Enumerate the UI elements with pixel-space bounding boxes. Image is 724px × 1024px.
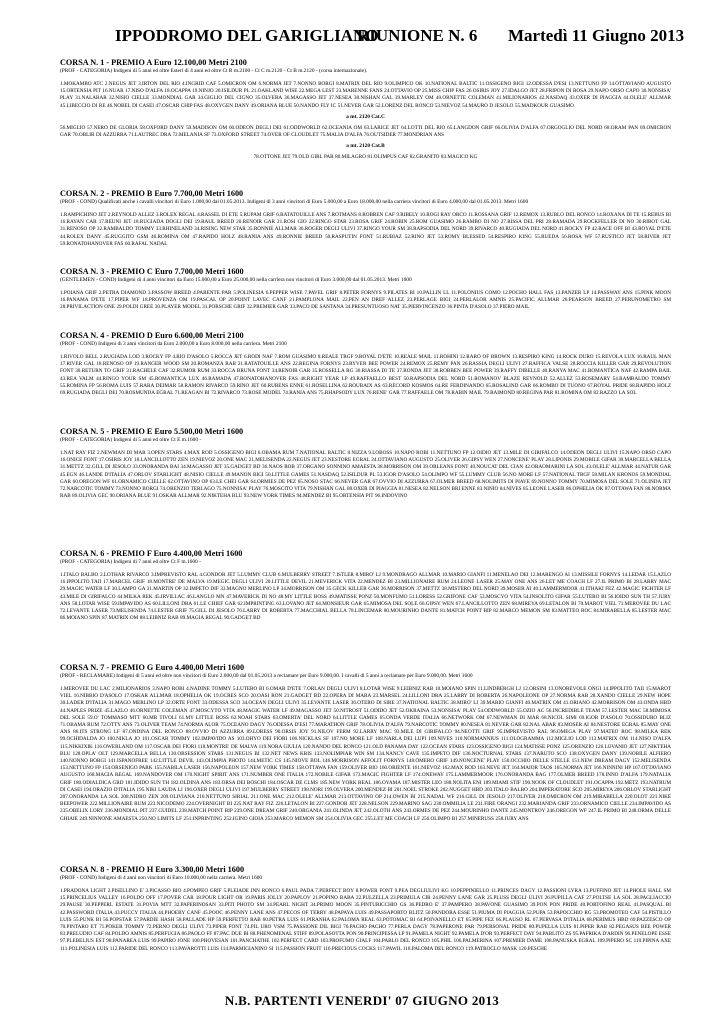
race-1 [60,58,671,161]
entries-list: 1.PRADONA LIGHT 2.PISELLINO E' 3.PICASSO BIO 4.POMPEO GRIF 5.PLEIADE INN RONCO 6.PAUL PADA 7.PERFECT BOY 8.POWER FONT 9.PEA DEGLIULIVI KG 10.PEPPINIELLO 11.PRINCES DAGY 12.PASSIONI LYRA 13.PUFFINO JET 14.PHOLE HALL SM 15.PRINCELIUS VALLEY 16.POLDO OFF 17.POVER CAR 18.POUR LIGHT OR 19.PARIS JOLLY 20.PAPLOV 21.POPINO BABA 22.PULZELLA 23.PRIMULA CIR 24.PENNY LANE GAR 25.PLUSS DEGLI ULIVI 26.PUPILLA CAF 27.POLTSE LA SOL 28.PAGLIACCIO 29.PAUSE 30.PEPPERL ESTATE 31.POVIA MTT 32.PAPERINOSAN 33.PITI PHOTO SM 34.PEARL NIGHT 34.PRIMO MOON 35.PINTURICCHIO GS 36.PEDRO E' 37.PAMPERO 38.PAVONE GUASIMO 39.PON PON PRIDE 40.PORTOFINO REAL 41.PASQUAL BI 42.PASSWORD ITALIA 43.PUCCY ITALIA 44.PHOEBY CANF 45.POOC 46.PENNY LANE ANS 47.PECOS OF TERRY 48.PAPAYA LUIS 49.PASSAPORTO BLITZ 50.PANDORA ESSE 51.PIUMA DI PIAGGIA 52.PUPA 53.PAPOCCHIO RG 53.PROMOTEO CAF 54.PISTILLO LUIS 55.PUNK BI 56.POPSTAR 57.PARDIE HASH 58.PALLADE HP 59.PERFETTO RAB 60.PETRA LUIS 61.PIRANHA 62.PALOMA REAL 63.POTOMAC BI 64.POIVANELLO ET 65.PIPE FEZ 66.PLAUSO RL 67.PERVASA D'ITALIA 68.PERIMUS HBD 69.PAZZESCO OP 70.PINTARO ET 71.POKER TOMMY 72.PERNO DEGLI ULIVI 73.PIPER FONT 74.PIL URO VSM 75.PASSIONE DIL BIGI 76.PACHO PACHO 77.PERLA DAGY 78.PAPERONE PAR 79.PERSONAL PRIDE 80.PUPELLA LUIS 81.PIPER RAB 82.PEGASUS BEE POWER 83.PRELUDIO CAF 84.POLDO AMNIS 85.PERFUGIA 86.PAOLO FF 87.PAC DUE BI 88.PHENOMENAL STIFF 89.POLASOTTA PON 90.PRINCIPESSA LP 91.PAMELA NIGHT 92.PAMELA D'OR 93.PERFECT DAY 94.PABLITO ZS 95.PAFRIKA D'ARDIN 96.PENELOPE ESSE 97.PLEBELIUS EST 98.PANAREA LUIS 99.PAPIRO JONE 100.PHOVESAN 101.PANCHATHE 102.PERFECT CARD 103.PROFUMO GIALF 104.PABLO DEL RONCO 105.PHIL 106.PALMERINA 107.PREMIER DAME 108.PANUSKA EGRAL 109.PIPERO SC 110.PIPINA AXE 111.POLINESIA LUIS 112.PARIDE DEL RONCO 113.PAVAROTTI LUIS 114.PARMIGIANINO SI 115.PASSION FRUIT 116.PRECIOUS COCKS 117.PAWIL 118.PALOMA DEL RONCO 119.PATROCLO MASK 120.PESCHE [60,888,671,952]
race-title: CORSA N. 2 - PREMIO B Euro 7.700,00 Metri 1600 [60,189,244,198]
race-5 [60,427,671,500]
footer-note: N.B. PARTENTI VENERDI' 07 GIUGNO 2013 [224,993,500,1008]
entries-list: 1.POIANA GRIF 2.PETRA DIAMOND 3.PASSOW BREED 4.PARENTE PAR 5.POLINESIA 6.PEPPER WISE 7.PAVEL GRIF 8.PETER FORNYS 9.PILATES BI 10.PALLIN LL 11.POLONIUS COMO 12.POCHO HALL FAS 13.PANZER LP 14.PASSWAY ANS 15.PINK MOON 16.PANAMA D'ETE 17.PIPER WF 18.PROVENZA OM 19.PASCAL OP 20.POINT LAVEC CANF 21.PAMPLONA MAIL 22.PEN AN DREF ALLEZ 23.PERLAGE BIGI 24.PERLALOR AMNIS 25.PACIFIC ALLMAR 26.PEARSON BREED 27.PERUNOMETRO SM 28.PRIVILACTION ONE 29.POLDI GREE 30.PLAYER MODEL 31.PORSCHE GRIF 32.PREMIER GAR 33.PACO DE SANTANA 34.PRESUNTUOSO NAT 35.PIERVINCENZO 36.PINTA D'ASOLO 37.PIERO MAIL [60,290,671,311]
race-conditions: (PROF - CATEGORIA) Indigeni di 7 anni ed oltre Ct F m.1600 - [60,559,201,565]
race-title: CORSA N. 4 - PREMIO D Euro 6.600,00 Metri 2100 [60,331,244,340]
race-entries [60,290,671,312]
race-conditions: (PROF - COND) Indigeni di 4 anni non vincitori di Euro 10.000,00 nella carriera. Metri 1600 [60,875,263,881]
entries-list: 1.MOKAMBO ATC 2.NEGUS JET 3.IRTON DEL RIO 4.INGRID CAF 5.OMICRON OM 6.NORMA JET 7.NONNO BORGI 8.MATRIX DEL RIO 9.OLIMPICO OK 10.NATIONAL BALTIC 11.OSSIGENO BIGI 12.ODESSA D'ESI 13.NETTUNO FP 14.OTTAVIANO AUGUSTO 15.ORTENSIA PIT 16.NUAR 17.NISO D'ALFA 18.OCAPPA 19.NINJO 20.ISILDUR PL 21.OAKLAND WISE 22.MEGA LEST 23.MARENNE FANS 24.OTTAVIO OP 25.MISS CHIP FAS 26.OSIRIS JOY 27.IDALGO JET 28.FRIPON DI ROSA 29.NAPO ORSO CAPO 30.NONSISA' PLAY 31.NALABAR 32.NISIO CIELLE 33.MONDIAL GAR 34.GIGLIO DEL CIGNO 35.OLVERA 36.MAGASSO JET 37.NESEA 38.NISHAN GAL 39.MARLEY OM 40.ORNETTE COLEMAN 41.MILIONARIOS 42.NASDAQ 43.OXER DI PIAGGIA 44.OLELE' ALLMAR 45.LIBECCIO DI RE 46.NOBEL DI CASEI 47.OSCAR CHIP FAS 48.OXYGEN DANY 49.ORIANA BLUE 50.NANDO FLY IC 51.NEVER GAR 52.LORENZ DEL RONCO 53.NIEVOZ 54.MAURO D JESOLO 55.MADKOUR GUASIMO [60,81,671,109]
race-entries [60,572,671,622]
race-entries [60,450,671,500]
entries-list: 1.MEROVEE DU LAC 2.MILIONARIOS 3.NAPO ROBI 4.NADINE TOMMY 5.LUTERO BI 6.OMAR D'ETE 7.ORLAN DEGLI ULIVI 8.LOTAR WISE 9.LEIBNIZ RAB 10.MOIANO SPIN 11.LINDBERGH LJ 12.ORSINI 13.ONOREVOLE ONGI 14.IPPOLITO TAII 15.MAROT VIEL 16.NIBBIO D'ASOLO 17.OSKAR ALLMAR 18.OPHELIA OK 19.OCRES SCO 20.OASI RON 21.GADGET BD 22.OPERA DI MARA 23.MARSEL 24.LILLONI DRA 25.LARRY DI ROBERTA 26.NAPOLEONE OP 27.NORMA RAB 28.XANDO CIELLE 29.NEW HOPE 30.LADER D'ITALIA 31.MAGO MERLINO LP 32.ORTE FONT 33.ODESSA SCO 34.OCEAN DEGLI ULIVI 35.LEVANTE LASER 36.OTERO DI SIRE 37.NATIONAL BALTIC 38.MIRO' LJ 39.MARIO GIANFI 40.MATRIX OM 41.ORIANO 42.MORRISON OM 43.ONDA HBD 44.NAPLES PRIZE 45.LAZLO 46.ORNETTE COLEMAN 47.MOSCYTO VITA 48.MAGIC WATER LF 49.MAGASSO JET 50.NITROST 51.ODIDO JET 52.OKRAINA 53.NONSISA' PLAY 54.ODDWORLD 55.OZIO AC 56.INCREDIBLE TEAM 57.LESTER MAC 58.MIMOSA DEL SOLE 59.O' TOMMASO MTT 60.MR TIVOLI 61.MY LITTLE BOSS 62.NOAH STARS 63.OMERTA' DEL NORD 64.LITTLE GAMES 65.ONDA VERDE ITALIA 66.NETWORK OM 67.NEWMAN DI MAR 68.NICOL SIMI 69.IGOR D'ASOLO 70.OSSIDURO BLIZ 71.OBAMA RUM 72.OTTY ANS 73.OLIVER TEAM 74.NORMA ALOR 75.OCEANO DAGY 76.ODESSA D'ESI 77.MARATHON GRIF 78.OLIVIA D'ALFA 79.NARCOTIC TOMMY 80.NESEA 81.NEVER GAR 82.NAL ABAR 83.MOSER AI 84.NESTORE EGRAL 85.MAY ONE ANS 86.ITS STRONG LF 87.ONDINA DEL RONCO 88.OVVIO DI AZZURRA 89.LORESS 90.ORSIS JOY 91.NILOV FERM 92.LARRY MAC 93.MILE DI GIRIFALCO 94.NEOTTI GRIF 95.IMPREVISTO RAL 96.OMEGA PLAY 97.MATEO ROC 98.MILKA REK 99.OCHIDALDA JO 100.NIKLA JO 101.OSCAR TOMMY 102.IMPAVIDO AS 103.OHYO DEI FIORI 106.NICKLAS SF 107.NO MORE LF 108.NARLA DEI LUPI 109.NIVES 110.NORMANNIUS 111.OLOGRAMMA 112.MIGLIO LOD 113.MATRIX OM 114.NISO D'ALFA 115.NIKKIXIK 116.OWERLAND OM 117.OSCAR DEI FIORI 118.MONTRE' DE MALVA 119.NORA GIULIA 120.NANDO DEL RONCO 121.OLD PANAMA DAY 122.OCEAN STARS 123.OSSIGENO BIGI 124.MATISSE PONZ 125.ORENZIO 126.LOVANIO JET 127.NIKTEHA BLU 128.OPLA' OLT 129.MARCELLA BELLA 130.OBSESSION STARS 131.NEGUS BI 132.NET NEWS KRIS 133.NOLIMPIAR WIN SM 134.NANCY CAVE 135.IMPETO DIF 136.NOCTURNAL STARS 137.NARUTO SCO 138.OXYGEN DANY 139.NOBILE ALFIERO 140.NONNO BORGI 141.ISPANOFREE 142.LITTLE DEVIL 143.OLIMPIA PHOTO 144.METIC CS 145.NIOVE BOL 146.MORRISON AFFOLIT FORNYS 148.OMERO GRIF 149.NONCENE' PLAY 150.OCCHIO DELLE STELLE 151.NEW DREAM DAGY 152.MELISENDA 153.NETTUNO FP 154.ORSENIGO PARK 155.NABILA LASER 156.NAPOLEON 157.NEW YORK TIMES 158.OTTAWA FAN 159.OLIVER BIO 160.ORIENTE 161.NIEVOZ 162.MAX ROD 163.NEVE JET 164.MAIOR TAOS 165.NORMA JET 166.NINNINI HP 167.OTTAVIANO AUGUSTO 168.MAGIA REGAL 169.NANDOVER OM 170.NIGHT SPIRIT ANS 171.NUMBER ONE ITALIA 172.NOBILE GIFAR 173.MAGIC FIGHTER LF 174.ONEWAY 175.LAMMERMOOR 176.ONORANDA BAG 177.OLMER BREED 178.INNO D'ALFA 179.NATALIA GRIF 180.ODIALDICA GRD 181.IDIDO SUN TH 182.OLDINA ANS 183.ORSA DEI BOSCHI 184.OSCAR DE CLMS 185.NEW YORK REAL 186.OYAMA 187.MISTER LEO 188.NOLITA ENI 189.MIAMI STIF 190.NOOK OF CLOUDLET 191.OCAPPA 192.METZ 193.NATRUM DI CASEI 194.ORAZIO D'ITALIA 195.NIKI LAUDA LJ 196.OXER DEGLI ULIVI 197.MULBERRY STREET 198.NORI 199.OLVERA 200.MENDEZ BI 201.NOEL STROKE 202.NUGGET HBD 203.ITALO BALBO 204.IMPERATORE SCO 205.MIREYA 206.ORLOV STARLIGHT 207.ONORANDA LA SOL 208.NIDRO ZEN 209.OLIVIANA 210.NETTUNO SIRIAL 211.ONE MAC 212.OLELE' ALLMAR 213.OTTAVINO OP 214.OWEN BI 215.NADAL WF 216.GILL DI JESOLO 217.OLIVER 218.OMICRON OM 219.MIRABELLA 220.OLOT 221.NIKE BEEPOWER 222.MILLIONAIRE RUM 223.NICODEMO 224.OVERNIGHT BI 225.NAT RAY FIZ 226.LETALON BI 227.GONDOR JET 228.NELSON 229.MARINO SAG 230.OMMILIA LE 231.FIRE ORANGI 232.MARIANDA GRIF 233.ORNAMICO CIELLE 234.IMPAVIDO AS 235.OBELIX LORY 236.MONDIAL PIT 237.GUIDEL 238.MATCH POINT BIP 239.ONE DREAM GRIF 240.ORGANIA 241.OLINDA JET 242.OLOTH ANS 243.ORMES DE PEZ 244.MOURINHO DANTE 245.MONTROY 246.OREGON WF 247.IL PRIMO BI 248.ORMA DELLE GHIAIE 249.NINNONE AMAESTA 250.NO LIMITS LF 251.INPRINTING 252.IGINO GIOIA 253.MARCO MEMON SM 254.OLIVIA GEC 255.LET ME COACH LF 256.OLIMPO BI 257.MINERUSS 258.JURY ANS [60,686,671,822]
race-title: CORSA N. 5 - PREMIO E Euro 5.500,00 Metri 1600 [60,427,244,436]
venue-title: IPPODROMO DEL GARIGLIANO [115,26,379,45]
race-3 [60,267,671,312]
race-conditions: (PROF - RECLAMARE) Indigeni di 5 anni ed oltre non vincitori di Euro 2.000,00 dal 01.05.2013 a reclamare per Euro 9.000,00. I cavalli di 5 anni a reclamare per Euro 9.000,00. Metri 1600 [60,673,473,679]
entries-list: 78.OTTONE JET 79.OLD GIRL PAR 80.MILAGRO 81.OLIMPUS CAF 82.GRANITO 83.MAGICO KG [253,154,478,161]
race-title: CORSA N. 7 - PREMIO G Euro 4.400,00 Metri 1600 [60,663,245,672]
meeting-date: Martedì 11 Giugno 2013 [508,26,685,45]
meeting-number: RIUNIONE N. 6 [357,26,478,45]
race-conditions: (GENTLEMEN - COND) Indigeni di 4 anni vincitori da Euro 15.000,00 a Euro 25.000,00 nella carriera non vincitori di Euro 3.000,00 dal 01.05.2013. Metri 1600 [60,277,412,283]
entries-list: 56.MIGLIO 57.NERO DE GLORIA 58.OXFORD DANY 59.MADISON OM 60.ODEON DEGLI DEI 61.ODDWORLD 62.OCEANIA OM 63.LARICE JET 64.LOTTI DEL RIO 65.LANGDON GRIF 66.OLIVIA D'ALFA 67.ORGOGLIO DEL NORD 68.ORAM PAN 69.OMICRON GAR 70.OBLIR DI AZZURRA 71.LAUTREC DRA 72.MELANIA SF 73.OXFORD STREET 74.OVER OF CLOUDLET 75.MALIA D'ALFA 76.OUTSIDER 77.MONDRIAN ANS [60,124,671,139]
race-conditions: (PROF - COND) Indigeni di 3 anni vincitori da Euro 2.000,00 a Euro 8.000,00 nella carriera. Metri 2100 [60,341,287,347]
entries-list: 1.ITALO BALBO 2.LOTHAR RIVARCO 3.IMPREVISTO RAL 4.GONDOR JET 5.LUMMY CLUB 6.MULBERRY STREET 7.ISTLER 8.MIRO' LJ 9.MONDRAGO ALLMAR 10.MARIO GIANFI 11.MENELAO DEI 12.MARENGO AI 13.MISSILE FORNYS 14.LEDAR 15.LAZLO 16.IPPOLITO TAII 17.MARCEL GRIF 18.MONTRE' DE MALVA 19.MEGIC DEGLI ULIVI 20.LITTLE DEVIL 21.MEVERICK VITA 22.MENDEZ BI 23.MILLIONAIRE RUM 24.LEONE LASER 25.MAY ONE ANS 26.LET ME COACH LF 27.IL PRIMO BI 28.LARRY MAC 29.MAGIC WATER LF 30.LAMPO GA 31.MARTIN OP 32.IMPETO DIF 33.MAGNO MERLINO LP 34.MORRISON OM 35.GECK KILLER GAR 36.MORRISON 37.METTZ 38.MISTERO DEL NORD 39.MOSER AI 40.LAMMERMOOR 41.ITHAKI FEZ 42.MAGIC FIGHTER LF 43.MILE DI GIRIFALCO 44.MILKA REK 45.IRVILLAC 46.LANGLO MN 47.MAVERICK DI NO 48.MY LITTLE BOSS 49.MATISSE PONZ 50.MONFUMO 51.LORESS 52.GRIFONE CAF 53.MOSCYO VITA 54.INSOLITO GIFAR 55.LUTERO BI 56.IOIDO SUN TH 57.JURY ANS 58.LOTAR WISE 59.IMPAVIDO AS 60.LILLONI DRA 61.LE CHIEF GAR 62.IMPRINTING 63.LOVANO JET 64.MONSIEUR GAR 65.MIMOSA DEL SOLE 66.GIPSY WEN 67.LANCILLOTTO ZEN 68.MIREYA 69.LETALON BI 70.MAROT VIEL 71.MEROVEE DU LAC 72.LEVANTE LASER 73.MELISENDA 74.LESTER GRIF 75.GILL DI JESOLO 76.LARRY DI ROBERTA 77.MACCHIAL BELLA 78.LINCEMAR 80.MOURINHO DANTE 81.MATCH POINT BIP 82.MARCO MEMON SM 83.MATTEO ROC 84.MIRABELLA 85.LESTER MAC 86.MOIANO SPIN 87.MATRIX OM 88.LEIBNIZ RAB 89.MAGIA REGAL 90.GADGET BD [60,572,671,622]
race-conditions: (PROF - CATEGORIA) Indigeni di 5 anni ed oltre Ct E m.1600 - [60,437,202,443]
entries-list: 1.RAMPICHINO JET 2.REYNOLD ALLEZ 3.ROLEX REGAL 4.RASSEL DI ETE 5.RUPAM GRIF 6.RATATOUILLE ANS 7.ROTMANS 8.ROBBEN CAF 9.RIBELY 10.ROGI RAY ORCO 11.ROSSANA GRIF 12.REMOX 13.RUBLO DEL RONCO 14.ROXANA DI TE 15.REBUS BI 16.RAYAN CAR 17.REUNI JET 18.RUGIADA DOGLI DEI 19.RAUL BREED 20.RENOIR GAR 21.ROSI GIO 22.RINGO STAR 23.ROSA GRIF 24.ROBIN 25.ROM GUASIMO 26.RAMBO DI NO 27.RISSA DEL PRI 28.RAMADA 29.ROCKFELLER DI NO 30.RIBOT GAL 31.RENOSO OP 32.RAMBALDO TOMMY 33.RHINELAND 34.RISING NEW STAR 35.RONNIE ALLMAR 36.ROGER DEGLI ULIVI 37.RINGO YOUR SM 38.RAPSODIA DEL NORD 39.RIVARCO 40.RUGIADA DEL NORD 41.ROCKY FP 42.RACE OFF BI 43.ROYAL D'ETE 44.ROLEX DANY 45.RUGGITO GSM 46.ROMINA OM 47.RAPIDO HOLZ 48.RANIA ANS 49.RONNIE BREED 50.RASPUTIN FONT 51.RUBIAZ 52.RINO JET 53.ROMY BLESSED 54.RESPIRO KING 55.RUEDA 56.ROSA WF 57.RUSTICO JET 58.RIVER JET 59.RONATOHANOVER FAS 60.RAFAL NADAL [60,212,671,247]
race-entries [60,686,671,823]
race-title: CORSA N. 1 - PREMIO A Euro 12.100,00 Metri 2100 [60,58,247,67]
race-conditions: (PROF - CATEGORIA) Indigeni di 5 anni ed oltre Esteri di 4 anni ed oltre Ct B m.2100 - Ct C m.2120 - Ct B m.2120 - (corsa internazionale). [60,68,368,74]
race-8 [60,865,671,953]
entries-list: 1.RIVOLO BELL 2.RUGIADA LOD 3.ROCKY FP 4.RIO D'ASOLO 5.ROCCA JET 6.RODI NAF 7.ROM GUASIMO 8.REALE TRGF 9.ROYAL D'ETE 10.REALE MAIL 11.ROHINI 12.RARO OF BROWN 13.RESPIRO KING 14.ROCK DURO 15.REVOLA LUX 16.RAUL MAN 17.RIVER GAL 18.RENOSO OP 19.RANGER WOOD SM 20.ROMANZA RAB 21.RATATOUILLE ANS 22.REGINA FORNYS 23.RYVER BEE POWER 24.REMOX 25.REMY PAN 26.RASSIA DEGLI ULIVI 27.RAFFICA VALSE 28.ROCCIA KILLER GAR 29.REVOLUTION FONT 30.RETURN TO GRIF 31.RACHELE CAF 32.RUMOR RUM 33.ROCCA BRUNA FONT 34.RENOIR GAR 35.ROSSELLA RG 36.RIASSA DI TE 37.RONDA JET 38.ROBBEN BEE POWER 39.RAFFY DIBELLE 40.RANYA MAC 41.ROMANTICA NAF 42.RAMPA BAIL 43.REA VALM 44.RINGO YOUR SM 45.ROMANTICA LUX 46.RAMADA 47.RONATOHANOVER FAS 48.RIGHT YEAR LP 49.RAFFAELLO BEST 50.RAPSODIA DEL NORD 51.ROMANOV BLAZE REYNOLD 52.ALLEZ 53.ROSEMARY 54.RAMBALDO TOMMY 55.ROMINA FP 56.ROMA LUIS 57.RARA DEIMAR 58.RAMON RIVARCO 59.RINO JET 60.RUBENS ENNE 61.ROSELLINA 62.ROUBAIX AS 63.RECORD KOSMOS 64.RE FERDINANDO 65.ROSALIND GAR 66.ROMBO DI TUONO 67.ROYAL PRIDE 68.RAPIDO HOLZ 69.RUGIADA DEGLI DEI 70.ROSMUNDA EGRAL 71.REAGAN BI 72.RIVARCO 73.ROSE MODEL 74.RANIA ANS 75.RHAPSODY LUX 76.RENE' GAR 77.RAFFAELE OM 78.RABIN MAIL 79.RAIMOND 80.REGINA PAR 81.ROMINA OM 82.RAZZO LA SOL [60,354,671,397]
race-6 [60,549,671,622]
race-2 [60,189,671,248]
race-title: CORSA N. 8 - PREMIO H Euro 3.300,00 Metri 1600 [60,865,245,874]
race-entries [60,888,671,953]
category-label: a mt. 2120 Cat.C [346,113,385,120]
page-header [0,26,724,46]
race-conditions: (PROF - COND) Qualificati anche i cavalli vincitori di Euro 1.000,00 dal 01.05.2013. Indigeni di 3 anni vincitori di Euro 5.000,00 a Euro 18.000,00 nella carriera vincitori di Euro 4.000,00 dal 01.05.2013. Metri 1600 [60,199,529,205]
race-title: CORSA N. 6 - PREMIO F Euro 4.400,00 Metri 1600 [60,549,243,558]
race-4 [60,331,671,397]
race-entries [60,354,671,397]
race-7 [60,663,671,823]
race-entries [60,81,671,161]
category-label: a mt. 2120 Cat.B [346,143,385,150]
entries-list: 1.NAT RAY FIZ 2.NEWMAN DI MAR 3.OPEN STARS 4.MAX ROD 5.OSSIGENO BIGI 6.OBAMA RUM 7.NATIONAL BALTIC 8.NIZZA 9.LOBOSS 10.NAPO ROBI 11.NETTUNO FP 12.OIDIO JET 13.MILE DI GIRIFALCO 14.ODEON DEGLI ULIVI 15.NAPO ORSO CAPO 16.ONICE FONT 17.OSIRIS JOY 18.LANCILLOTTO ZEN 19.NIEVOZ 20.ONE MAC 21.MELISENDA 22.NEGUS JET 23.NESTORE EGRAL 24.OTTAVIANO AUGUSTO 25.OLIVER 26.GIPSY WEN 27.NONCENE' PLAY 28.LIPONIS 29.MOBILE GIFAR 30.MARCELLA BELLA 31.METTZ 32.GILL DI JESOLO 33.ONORANDA BAI 34.MAGASSO JET 35.GADGET BD 36.NAOS ROB 37.ORGANO SONNINO AMAESTA 38.MORRISON OM 39.ORLEANS FONT 40.NOUCAT DEL CIAN 42.ORAOMARINI LA SOL 43.OLELE' ALLMAR 44.NATUR GAR 45.EGN 46.LANDE D'ITALIA 47.ORLOV STARLIGHT 48.NISIO CIELLE 49.MANON BIGI 50.LITTLE GAMES 51.NASDAQ 52.ISILDUR PL 53.IGOR D'ASOLO 54.OLIMPO WF 55.LUMMY CLUB 56.NO MORE LF 57.NATIONAL TRGF 58.MILAN KRONOS 59.MONDIAL GAR 60.OREGON WF 61.ORNAMICO CIELLE 62.OTTAVINO OP 63.LE CHEI GAR 64.ORMIES DE PEZ 65.NOSO STAC 66.NEVER GAR 67.OVVIO DI AZZURRA 67.OLMER BREED 68.NOLIMITS DI PIAVE 69.NONNO TOMMY 70.MIMOSA DEL SOLE 71.OLINDA JET 72.NARCOTIC TOMMY 73.NONNO BORGI 74.ORENZIO TERLAGO 75.NONNISA' PLAY 76.MOSCITO VITA 79.NISHAN GAL 80.OXER DI PIAGGIA 81.NESEA 82.NELSON BRI ENNE 83.NINIO 84.NIVES 85.LEONE LASER 86.OPHELIA OK 87.OTTAWA FAN 88.NORMA RAB 89.OLIVIA GEC 90.ORIANA BLUE 91.OSKAR ALLMAR 92.NIKTEHA BLU 93.NEW YORK TIMES 94.MENDEZ BI 95.ORTENSIA PIT 96.INDOVINO [60,450,672,500]
race-title: CORSA N. 3 - PREMIO C Euro 7.700,00 Metri 1600 [60,267,244,276]
race-entries [60,212,671,248]
